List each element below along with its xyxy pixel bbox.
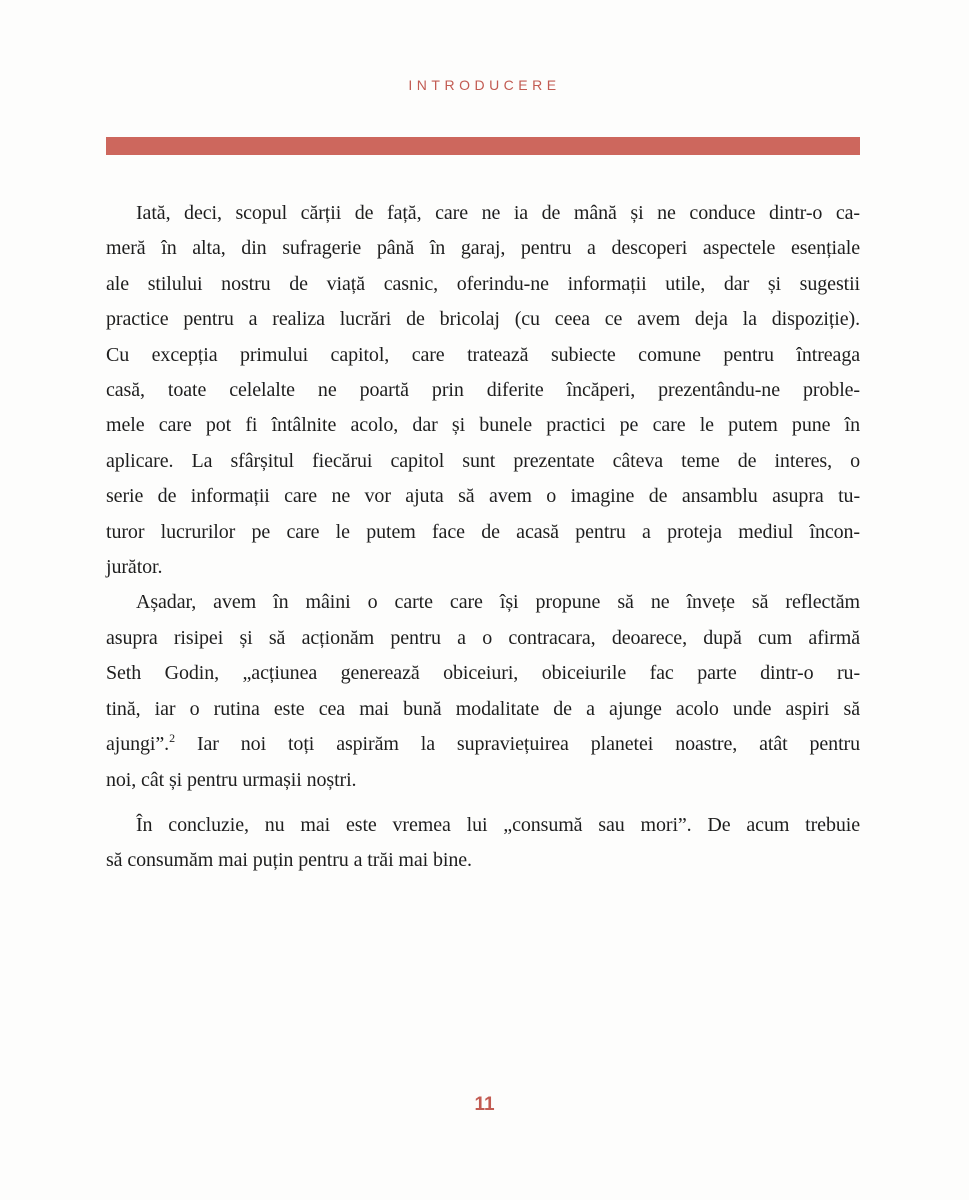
text-line: practice pentru a realiza lucrări de bricolaj (cu ceea ce avem deja la dispoziție). xyxy=(106,308,860,331)
text-line-with-footnote xyxy=(106,727,860,762)
section-divider-bar xyxy=(106,137,860,155)
page-number: 11 xyxy=(474,1094,495,1115)
text-line: casă, toate celelalte ne poartă prin diferite încăperi, prezentându-ne proble- xyxy=(106,379,860,402)
text-line: În concluzie, nu mai este vremea lui „consumă sau mori”. De acum trebuie xyxy=(136,813,860,836)
text-line: asupra risipei și să acționăm pentru a o contracara, deoarece, după cum afirmă xyxy=(106,626,860,649)
text-line: Seth Godin, „acțiunea generează obiceiuri, obiceiurile fac parte dintr-o ru- xyxy=(106,662,860,685)
text-line: Așadar, avem în mâini o carte care își propune să ne învețe să reflectăm xyxy=(136,591,860,614)
text-line: să consumăm mai puțin pentru a trăi mai bine. xyxy=(106,849,472,872)
text-line: noi, cât și pentru urmașii noștri. xyxy=(106,768,357,791)
text-line: Cu excepția primului capitol, care tratează subiecte comune pentru întreaga xyxy=(106,343,860,366)
paragraph-2 xyxy=(106,585,860,797)
text-segment: ajungi”. xyxy=(106,733,170,756)
text-segment: Iar noi toți aspirăm la supraviețuirea planetei noastre, atât pentru xyxy=(196,733,860,756)
footnote-marker: 2 xyxy=(169,731,175,746)
text-line: aplicare. La sfârșitul fiecărui capitol sunt prezentate câteva teme de interes, o xyxy=(106,449,860,472)
text-line: serie de informații care ne vor ajuta să avem o imagine de ansamblu asupra tu- xyxy=(106,485,860,508)
text-line: tină, iar o rutina este cea mai bună modalitate de a ajunge acolo unde aspiri să xyxy=(106,697,860,720)
running-header: INTRODUCERE xyxy=(408,77,561,93)
text-line: jurător. xyxy=(106,556,163,579)
text-line: ale stilului nostru de viață casnic, oferindu-ne informații utile, dar și sugestii xyxy=(106,272,860,295)
text-line: meră în alta, din sufragerie până în garaj, pentru a descoperi aspectele esențiale xyxy=(106,237,860,260)
paragraph-3 xyxy=(106,808,860,879)
body-text xyxy=(106,196,860,879)
paragraph-1 xyxy=(106,196,860,585)
text-line: Iată, deci, scopul cărții de față, care ne ia de mână și ne conduce dintr-o ca- xyxy=(136,202,860,224)
text-line: turor lucrurilor pe care le putem face de acasă pentru a proteja mediul încon- xyxy=(106,520,860,543)
text-line: mele care pot fi întâlnite acolo, dar și bunele practici pe care le putem pune în xyxy=(106,414,860,437)
